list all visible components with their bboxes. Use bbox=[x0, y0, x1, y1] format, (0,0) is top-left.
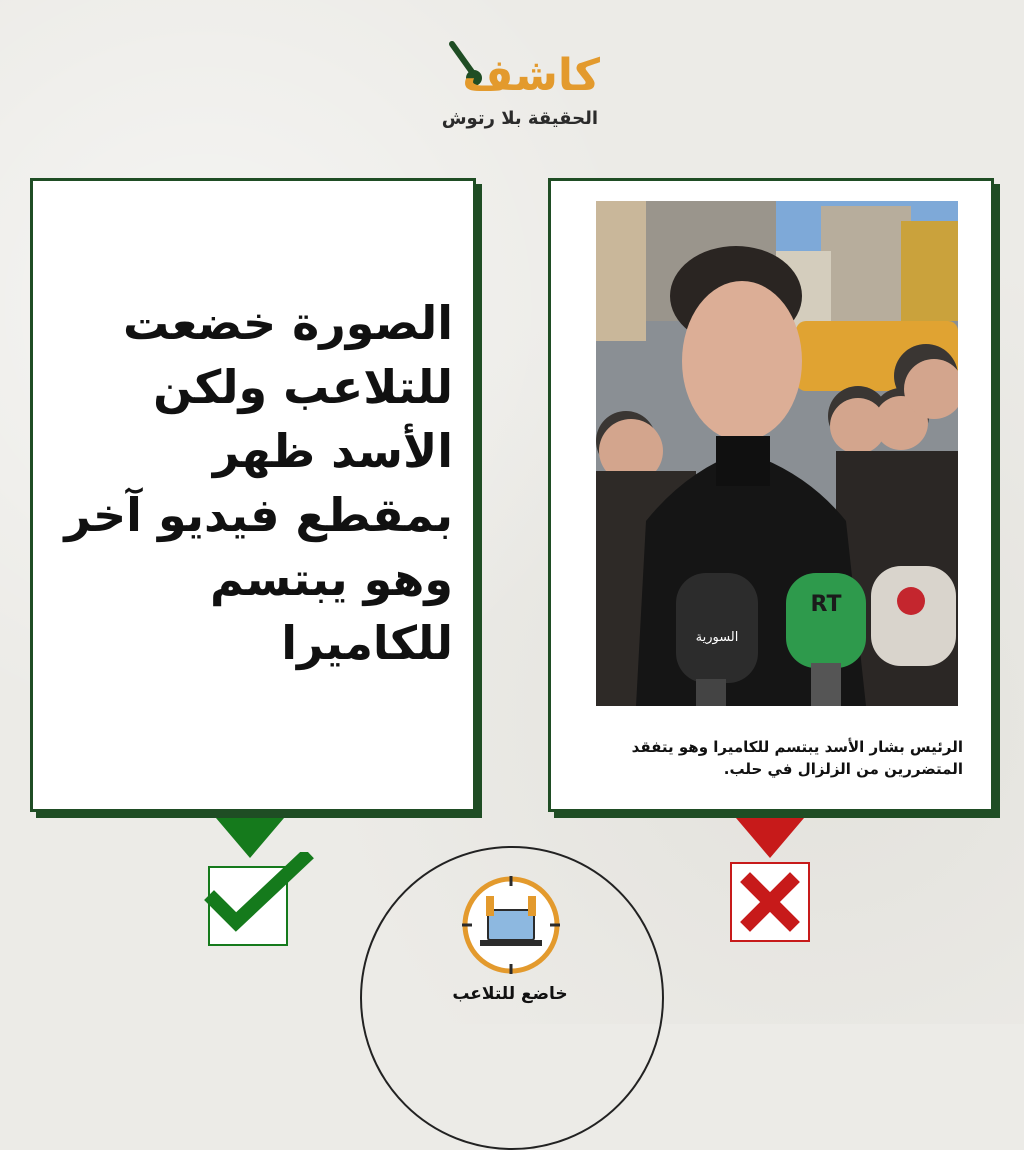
mic-label-middle: RT bbox=[810, 592, 842, 617]
manipulated-laptop-icon bbox=[458, 872, 564, 978]
claim-card bbox=[548, 178, 994, 812]
wrong-box bbox=[730, 862, 810, 942]
claim-photo bbox=[596, 201, 958, 706]
correct-box bbox=[208, 866, 288, 946]
photo-illustration bbox=[596, 201, 958, 706]
check-icon bbox=[204, 852, 314, 932]
badge-label: خاضع للتلاعب bbox=[452, 984, 568, 1004]
logo-wordmark: كاشف bbox=[462, 50, 600, 101]
x-icon bbox=[732, 864, 808, 940]
verdict-card bbox=[30, 178, 476, 812]
brand-logo bbox=[420, 30, 610, 140]
tagline: الحقيقة بلا رتوش bbox=[441, 108, 598, 129]
mic-label-left: السورية bbox=[695, 630, 739, 645]
verdict-text: الصورة خضعت للتلاعب ولكن الأسد ظهر بمقطع فيديو آخر وهو يبتسم للكاميرا bbox=[64, 296, 453, 670]
photo-caption: الرئيس بشار الأسد يبتسم للكاميرا وهو يتفقد المتضررين من الزلزال في حلب. bbox=[631, 738, 963, 778]
wrong-pointer bbox=[736, 818, 804, 858]
